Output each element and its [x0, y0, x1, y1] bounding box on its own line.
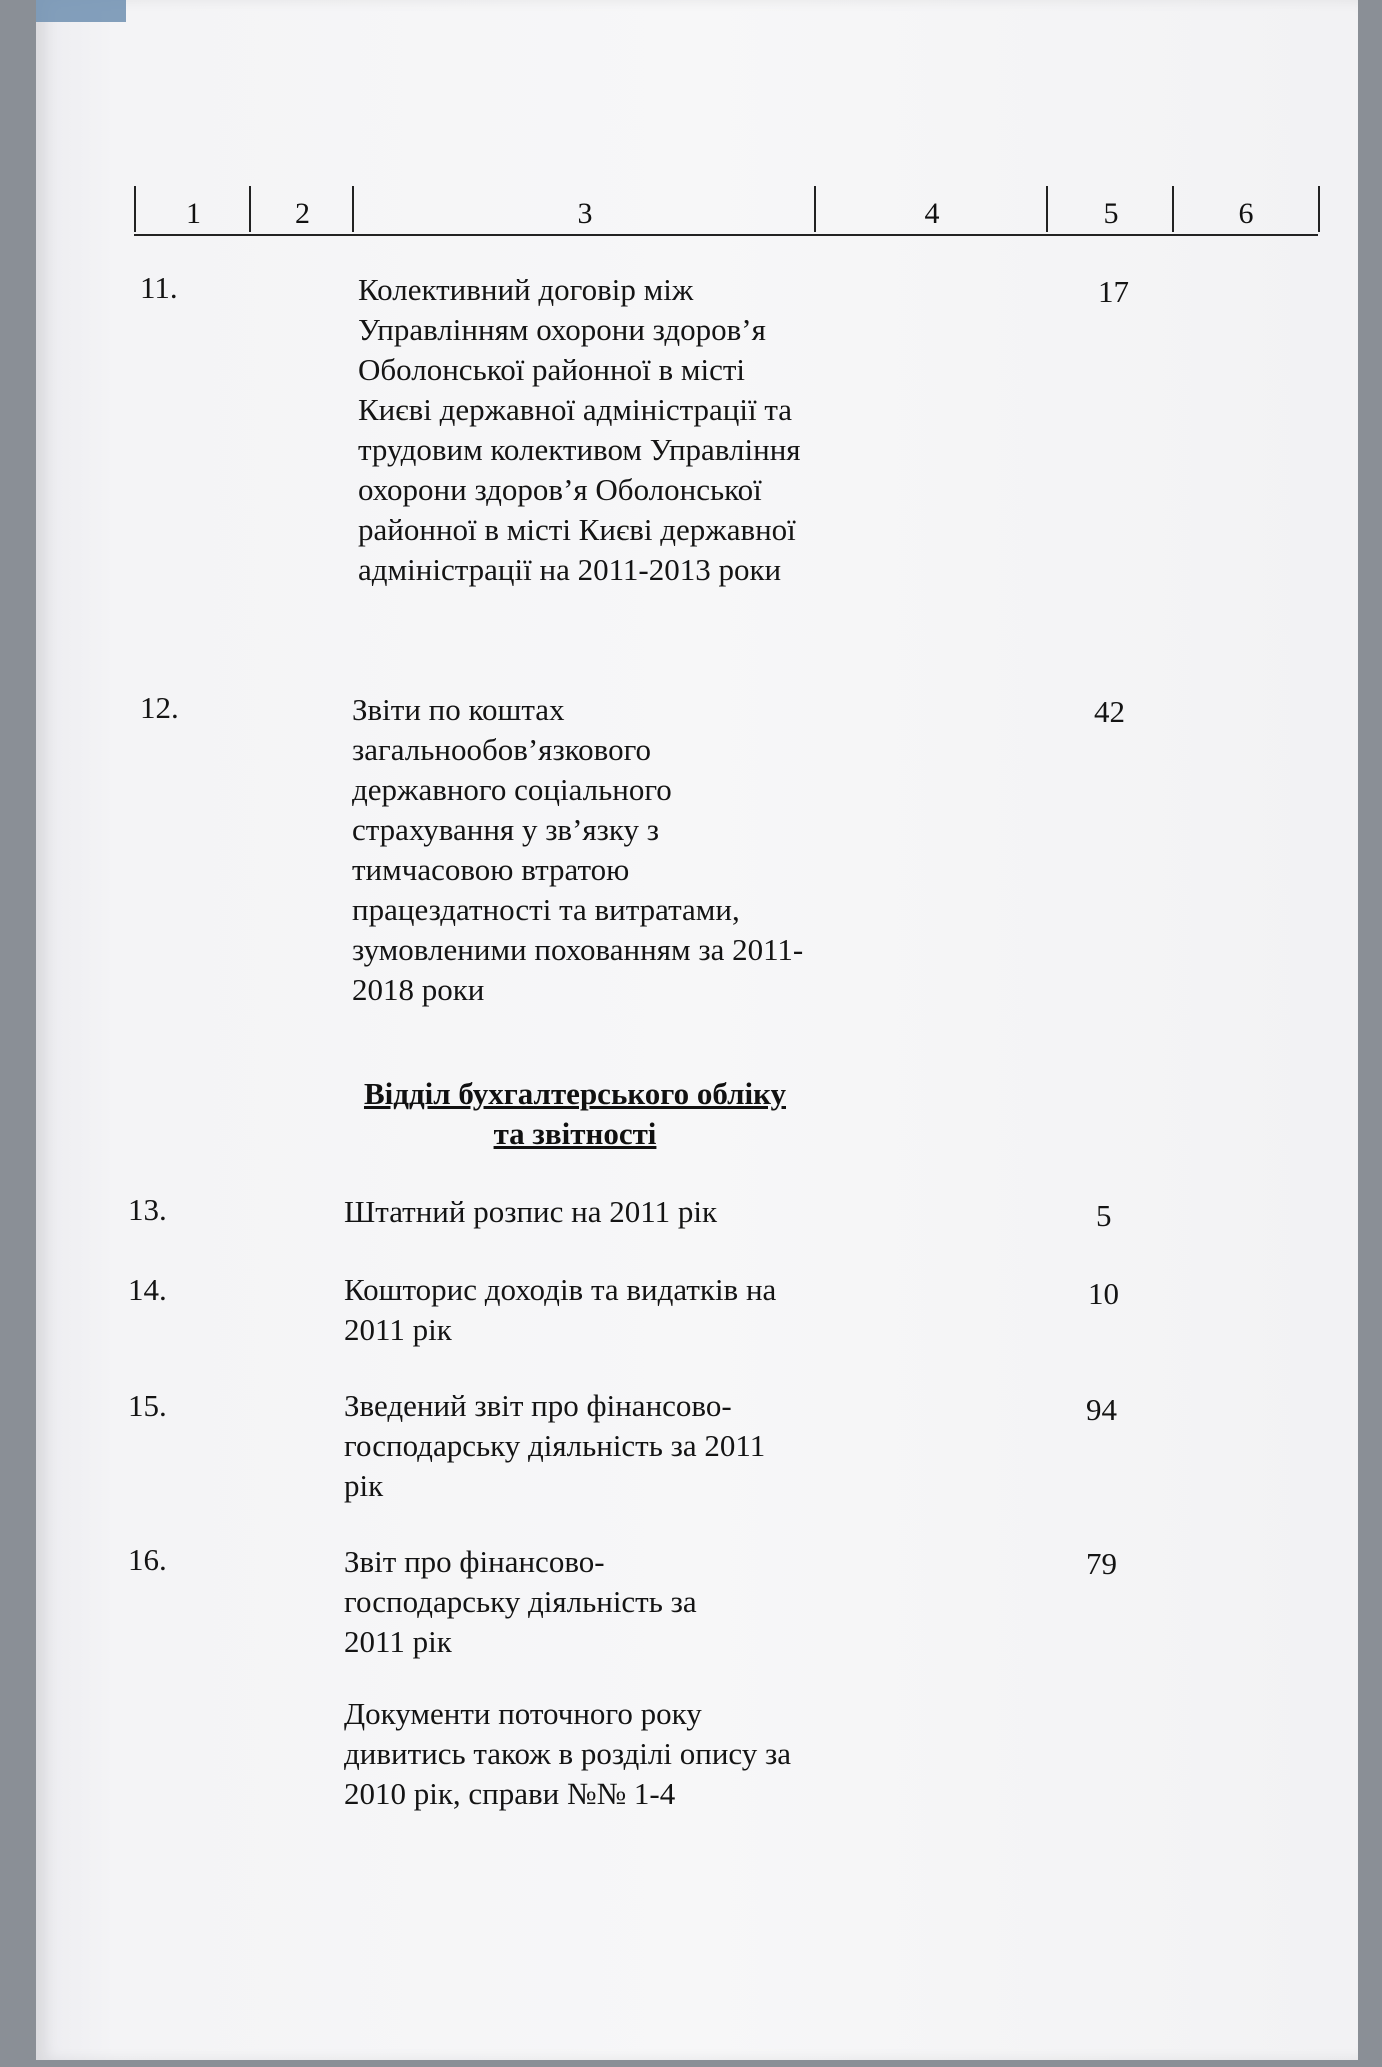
row-14-number: 14. [128, 1272, 167, 1307]
row-13-sheets: 5 [1096, 1198, 1112, 1233]
row-11-title: Колективний договір між Управлінням охорони здоров’я Оболонської районної в місті Києві державної адміністрації та трудовим колективом Управління охорони здоров’я Оболонської районної в місті Києві державної адміністрації на 2011-2013 роки [358, 272, 801, 587]
header-col-4: 4 [814, 186, 1048, 232]
row-16-number: 16. [128, 1542, 167, 1577]
row-16-title: Звіт про фінансово-господарську діяльність за 2011 рік [344, 1544, 697, 1659]
section-heading: Відділ бухгалтерського обліку та звітності [363, 1076, 786, 1151]
row-15-number: 15. [128, 1388, 167, 1423]
row-14-title: Кошторис доходів та видатків на 2011 рік [344, 1272, 777, 1347]
row-13-title: Штатний розпис на 2011 рік [344, 1194, 718, 1229]
row-12-sheets: 42 [1094, 694, 1125, 729]
note-text: Документи поточного року дивитись також в розділі опису за 2010 рік, справи №№ 1-4 [344, 1696, 792, 1811]
row-13-number: 13. [128, 1192, 167, 1227]
header-col-3: 3 [352, 186, 816, 232]
row-11-sheets: 17 [1098, 274, 1129, 309]
row-12-number: 12. [140, 690, 179, 725]
row-12-title: Звіти по коштах загальнообов’язкового державного соціального страхування у зв’язку з тимчасовою втратою працездатності та витратами, зумовленими похованням за 2011-2018 роки [352, 692, 804, 1007]
header-col-1: 1 [134, 186, 251, 232]
row-15-sheets: 94 [1086, 1392, 1117, 1427]
header-col-5: 5 [1046, 186, 1174, 232]
header-col-6: 6 [1172, 186, 1320, 232]
blue-tape-strip [36, 0, 126, 22]
header-col-2: 2 [249, 186, 354, 232]
row-11-number: 11. [140, 270, 178, 305]
row-14-sheets: 10 [1088, 1276, 1119, 1311]
table-header [134, 186, 1318, 236]
row-15-title: Зведений звіт про фінансово-господарську діяльність за 2011 рік [344, 1388, 766, 1503]
row-16-sheets: 79 [1086, 1546, 1117, 1581]
